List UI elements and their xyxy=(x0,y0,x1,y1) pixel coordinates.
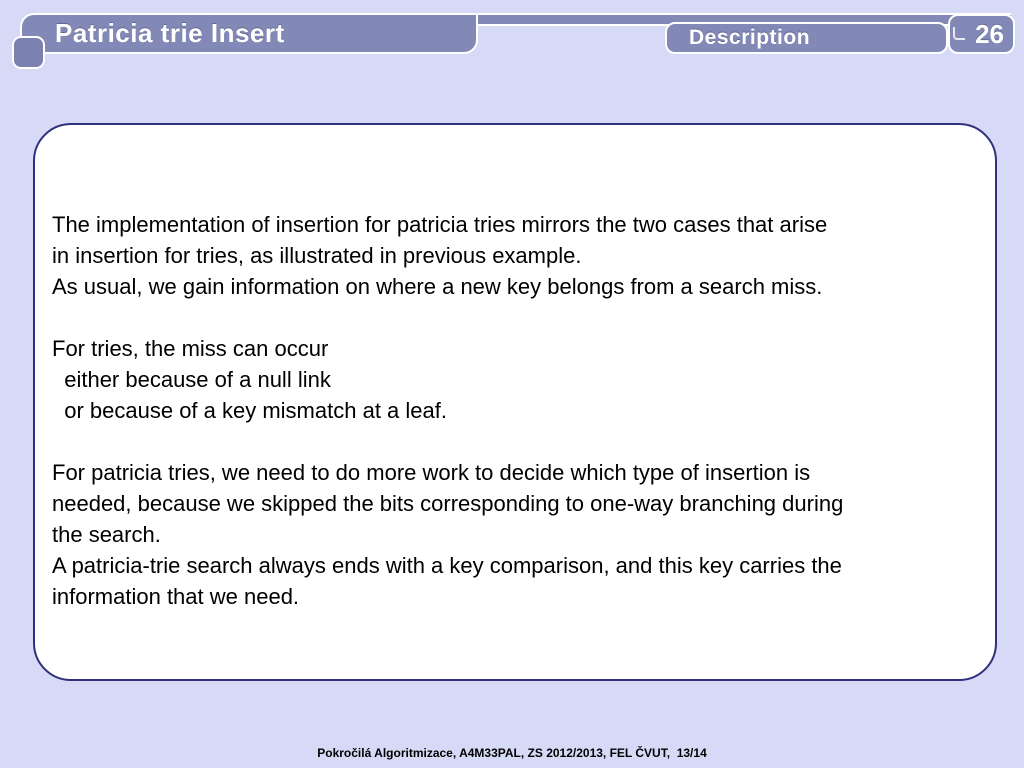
section-label: Description xyxy=(689,26,811,49)
content-box xyxy=(33,123,997,681)
section-tab xyxy=(665,22,948,54)
page-number-tab xyxy=(948,14,1015,54)
text-line: either because of a null link xyxy=(52,367,331,392)
text-line-blank xyxy=(52,426,982,457)
text-line: information that we need. xyxy=(52,584,300,609)
page-number: 26 xyxy=(975,18,1004,49)
text-line: in insertion for tries, as illustrated in previous example. xyxy=(52,243,582,268)
text-line-blank xyxy=(52,302,982,333)
text-line: As usual, we gain information on where a new key belongs from a search miss. xyxy=(52,274,823,299)
body-text xyxy=(52,209,982,612)
text-line: needed, because we skipped the bits corresponding to one-way branching during xyxy=(52,491,844,516)
text-line: For patricia tries, we need to do more work to decide which type of insertion is xyxy=(52,460,811,485)
corner-notch-icon xyxy=(953,27,965,40)
text-line: A patricia-trie search always ends with a key comparison, and this key carries the xyxy=(52,553,842,578)
slide-title: Patricia trie Insert xyxy=(55,18,285,48)
footer-text: Pokročilá Algoritmizace, A4M33PAL, ZS 2012/2013, FEL ČVUT, 13/14 xyxy=(317,746,707,760)
text-line: or because of a key mismatch at a leaf. xyxy=(52,398,447,423)
text-line: For tries, the miss can occur xyxy=(52,336,329,361)
text-line: The implementation of insertion for patricia tries mirrors the two cases that arise xyxy=(52,212,828,237)
text-line: the search. xyxy=(52,522,161,547)
decorative-square xyxy=(12,36,45,69)
